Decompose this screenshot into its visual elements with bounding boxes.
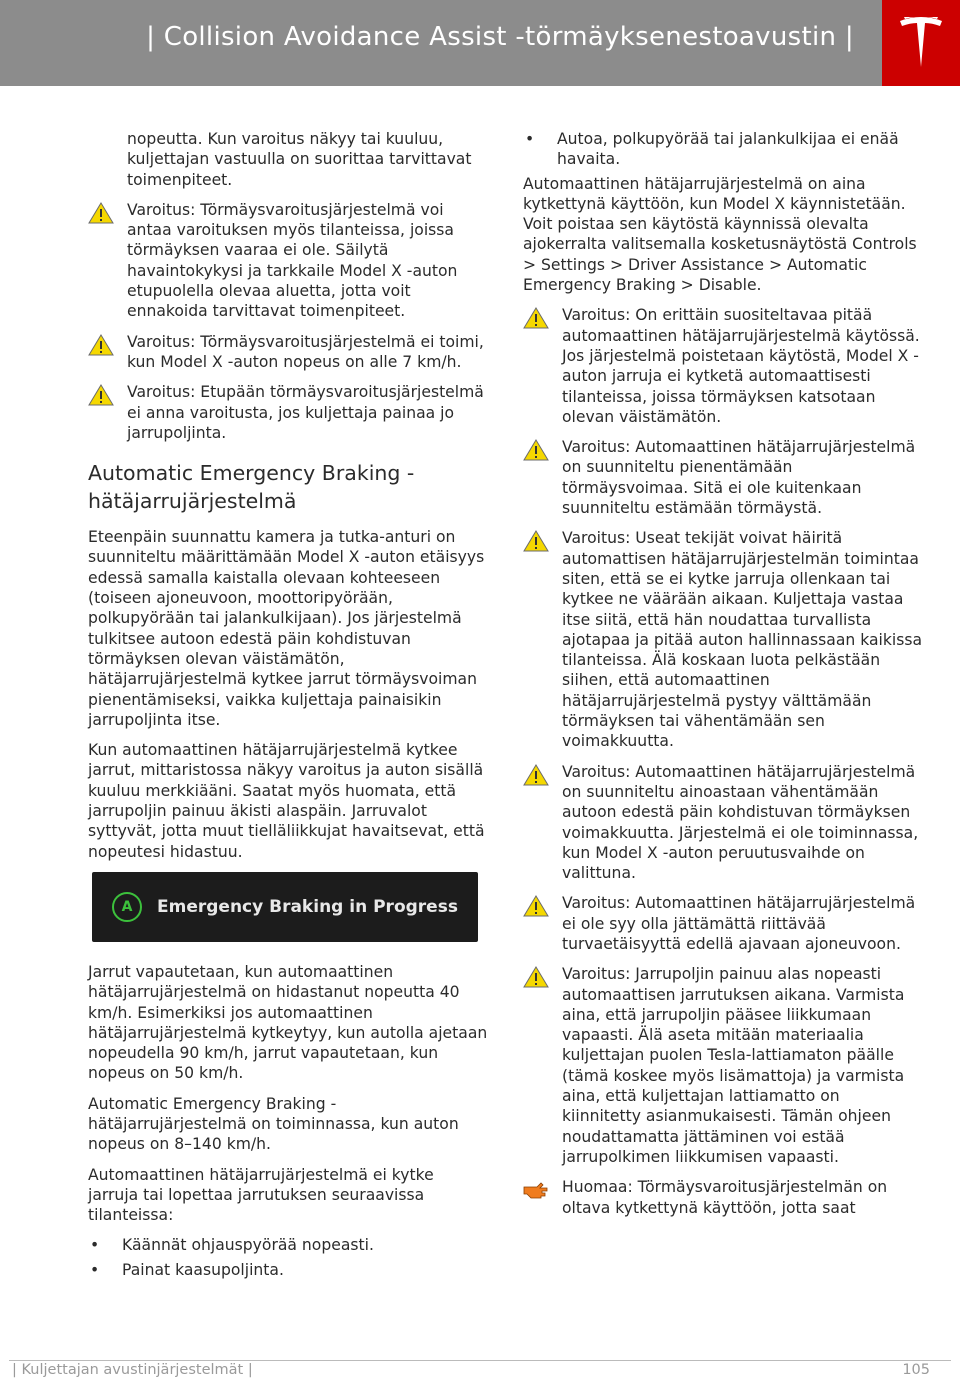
- footer-section: | Kuljettajan avustinjärjestelmät |: [12, 1362, 253, 1378]
- warning-block: [88, 382, 488, 443]
- paragraph: Automaattinen hätäjarrujärjestelmä ei kytke jarruja tai lopettaa jarrutuksen seuraavissa tilanteissa:: [88, 1165, 434, 1225]
- list-item: • Autoa, polkupyörää tai jalankulkijaa ei enää havaita.: [523, 129, 923, 170]
- warning-block: [88, 200, 488, 322]
- warning-block: [523, 528, 923, 751]
- warning-block: [523, 964, 923, 1167]
- paragraph: Automaattinen hätäjarrujärjestelmä on aina kytkettynä käyttöön, kun Model X käynnistetään. Voit poistaa sen käytöstä käynnissä olevalta ajokerralta valitsemalla kosketusnäytöstä Controls > Settings > Driver Assistance > Automatic Emergency Braking > Disable.: [523, 174, 917, 295]
- pointing-hand-icon: [523, 1181, 549, 1201]
- warning-icon: [523, 895, 549, 917]
- warning-block: [523, 437, 923, 518]
- warning-icon: [88, 202, 114, 224]
- warning-icon: [88, 384, 114, 406]
- emergency-braking-banner: [92, 872, 482, 942]
- page-number: 105: [902, 1362, 930, 1378]
- right-column: [523, 129, 923, 1228]
- note-text: Huomaa: Törmäysvaroitusjärjestelmän on oltava kytkettynä käyttöön, jotta saat: [562, 1178, 888, 1217]
- warning-icon: [523, 966, 549, 988]
- warning-icon: [523, 530, 549, 552]
- warning-icon: [88, 334, 114, 356]
- intro-paragraph: nopeutta. Kun varoitus näkyy tai kuuluu, kuljettajan vastuulla on suorittaa tarvittavat toimenpiteet.: [127, 130, 472, 189]
- warning-text: Varoitus: On erittäin suositeltavaa pitää automaattinen hätäjarrujärjestelmä käytössä. Jos järjestelmä poistetaan käytöstä, Model X -auton jarruja ei kytketä automaattisesti tilanteissa, joissa törmäyksen katsotaan olevan väistämätön.: [562, 306, 920, 426]
- warning-text: Varoitus: Törmäysvaroitusjärjestelmä ei toimi, kun Model X -auton nopeus on alle 7 km/h.: [127, 332, 484, 371]
- warning-text: Varoitus: Jarrupoljin painuu alas nopeasti automaattisen jarrutuksen aikana. Varmista aina, että jarrupoljin pääsee liikkumaan vapaasti. Älä aseta mitään materiaalia kuljettajan puolen Tesla-lattiamaton päälle (tämä koskee myös lisämattoja) ja varmista aina, että kuljettajan lattiamatto on kiinnitetty asianmukaisesti. Tämän ohjeen noudattamatta jättäminen voi estää jarrupolkimen liikkumisen vapaasti.: [562, 965, 905, 1166]
- warning-text: Varoitus: Automaattinen hätäjarrujärjestelmä on suunniteltu ainoastaan vähentämään autoon edestä päin kohdistuvan törmäyksen voimakkuutta. Järjestelmä ei ole toiminnassa, kun Model X -auton peruutusvaihde on valittuna.: [562, 762, 919, 883]
- paragraph: Eteenpäin suunnattu kamera ja tutka-anturi on suunniteltu määrittämään Model X -auton etäisyys edessä samalla kaistalla olevaan kohteeseen (toiseen ajoneuvoon, moottoripyörään, polkupyörään tai jalankulkijaan). Jos järjestelmä tulkitsee autoon edestä päin kohdistuvan törmäyksen olevan väistämätön, hätäjarrujärjestelmä kytkee jarrut törmäysvoiman pienentämiseksi, vaikka kuljettaja painaisikin jarrupoljinta itse.: [88, 528, 485, 729]
- warning-block: [88, 332, 488, 373]
- warning-text: Varoitus: Etupään törmäysvaroitusjärjestelmä ei anna varoitusta, jos kuljettaja painaa jo jarrupoljinta.: [127, 383, 484, 442]
- warning-icon: [523, 439, 549, 461]
- page-title: | Collision Avoidance Assist -törmäyksenestoavustin |: [146, 22, 854, 52]
- list-item: • Painat kaasupoljinta.: [88, 1260, 488, 1280]
- paragraph: Kun automaattinen hätäjarrujärjestelmä kytkee jarrut, mittaristossa näkyy varoitus ja auton sisällä kuuluu merkkiääni. Saatat myös huomata, että jarrupoljin painuu äkisti alaspäin. Jarruvalot syttyvät, jotta muut tielläliikkujat havaitsevat, että nopeutesi hidastuu.: [88, 741, 485, 861]
- left-column: [88, 129, 488, 1284]
- tesla-logo-icon: [898, 17, 944, 69]
- warning-text: Varoitus: Automaattinen hätäjarrujärjestelmä ei ole syy olla jättämättä riittävää turvaetäisyyttä edellä ajavaan ajoneuvoon.: [562, 894, 916, 953]
- warning-text: Varoitus: Automaattinen hätäjarrujärjestelmä on suunniteltu pienentämään törmäysvoimaa. Sitä ei ole kuitenkaan suunniteltu estämään törmäystä.: [562, 438, 916, 518]
- note-block: [523, 1177, 923, 1218]
- tesla-logo: [882, 0, 960, 86]
- page-header: [0, 0, 960, 86]
- warning-icon: [523, 307, 549, 329]
- footer-divider: [9, 1360, 951, 1361]
- warning-text: Varoitus: Useat tekijät voivat häiritä automattisen hätäjarrujärjestelmän toimintaa siten, että se ei kytke jarruja ollenkaan tai kytkee ne väärään aikaan. Kuljettaja vastaa itse siitä, että hän noudattaa turvallista ajotapaa ja pitää auton hallinnassaan kaikissa tilanteissa. Älä koskaan luota pelkästään siihen, että automaattinen hätäjarrujärjestelmä pystyy välttämään törmäyksen tai vähentämään sen voimakkuutta.: [562, 529, 923, 751]
- warning-block: [523, 305, 923, 427]
- banner-display: [92, 872, 478, 942]
- warning-text: Varoitus: Törmäysvaroitusjärjestelmä voi antaa varoituksen myös tilanteissa, joissa törmäyksen vaaraa ei ole. Säilytä havaintokykysi ja tarkkaile Model X -auton etupuolella olevaa aluetta, jotta voit ennakoida tarvittavat toimenpiteet.: [127, 200, 458, 321]
- banner-text: Emergency Braking in Progress: [157, 896, 458, 917]
- paragraph: Automatic Emergency Braking - hätäjarrujärjestelmä on toiminnassa, kun auton nopeus on 8–140 km/h.: [88, 1094, 459, 1154]
- warning-block: [523, 762, 923, 884]
- list-item: • Käännät ohjauspyörää nopeasti.: [88, 1235, 488, 1255]
- warning-icon: [523, 764, 549, 786]
- section-heading: Automatic Emergency Braking - hätäjarrujärjestelmä: [88, 461, 415, 514]
- warning-block: [523, 893, 923, 954]
- paragraph: Jarrut vapautetaan, kun automaattinen hätäjarrujärjestelmä on hidastanut nopeutta 40 km/h. Esimerkiksi jos automaattinen hätäjarrujärjestelmä kytkeytyy, kun autolla ajetaan nopeudella 90 km/h, jarrut vapautetaan, kun nopeus on 50 km/h.: [88, 962, 488, 1083]
- aeb-badge-icon: A: [112, 892, 142, 922]
